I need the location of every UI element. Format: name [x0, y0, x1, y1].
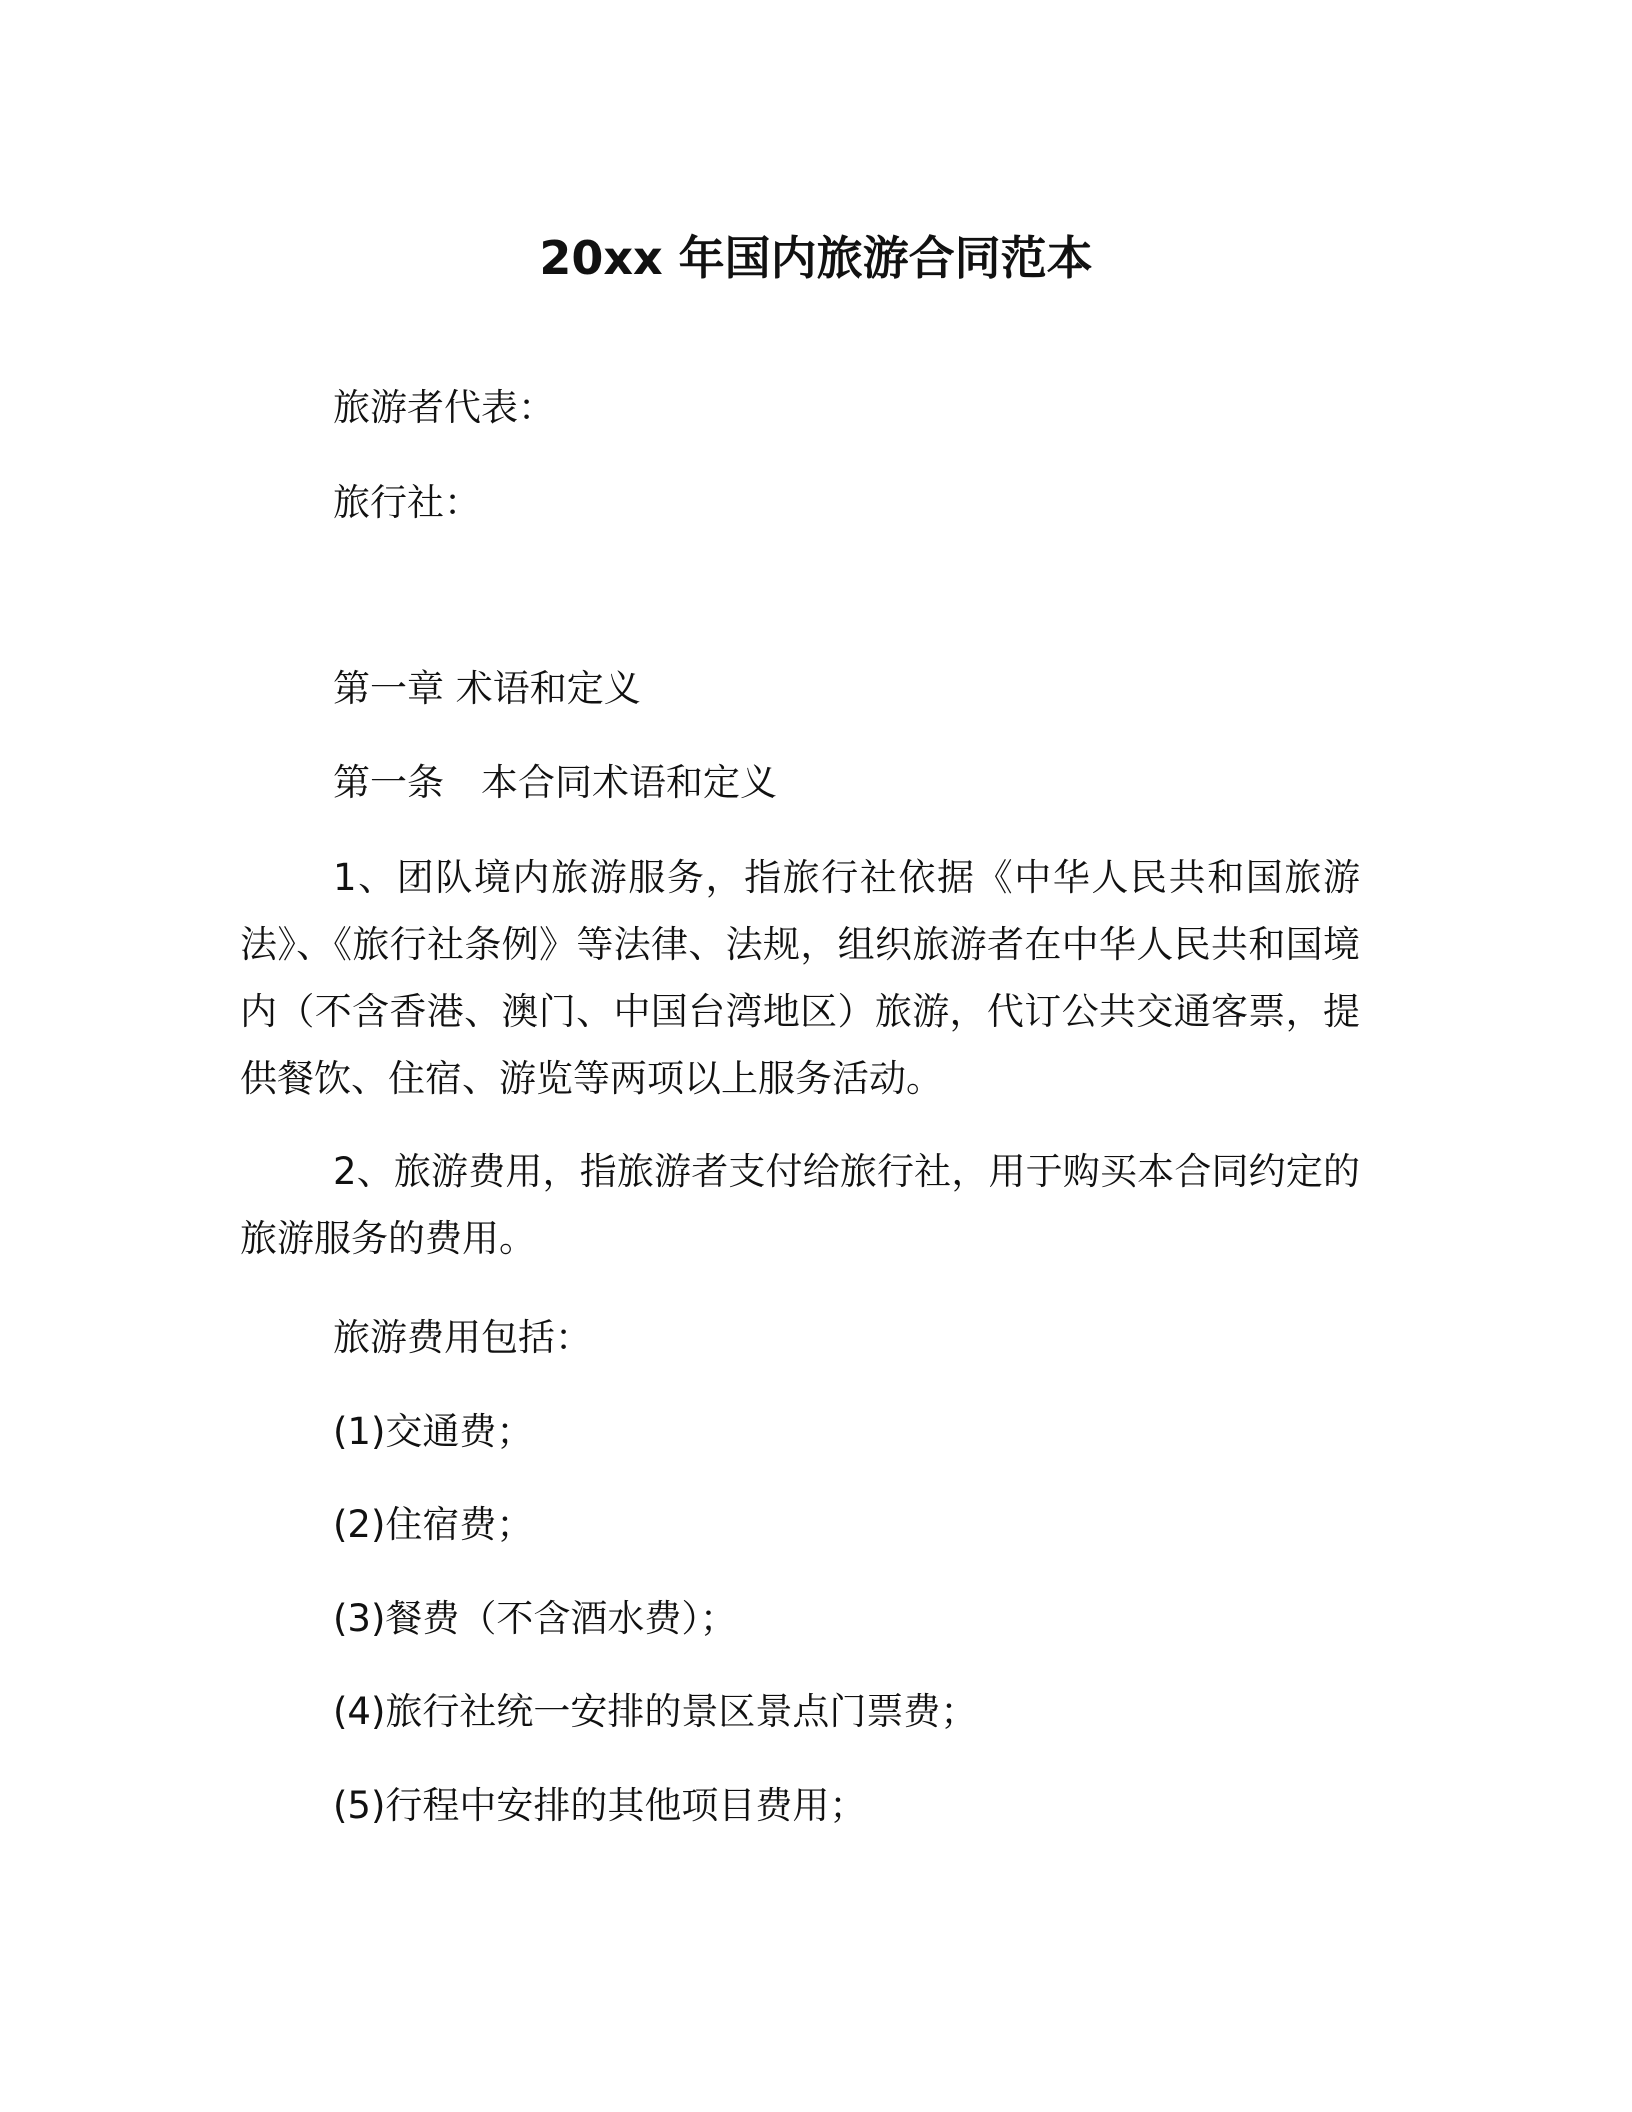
- definition-paragraph-2: 2、旅游费用，指旅游者支付给旅行社，用于购买本合同约定的旅游服务的费用。: [240, 1150, 1360, 1260]
- fee-item: (5)行程中安排的其他项目费用；: [333, 1784, 867, 1827]
- fee-item: (1)交通费；: [333, 1410, 534, 1453]
- fee-item: (2)住宿费；: [333, 1503, 534, 1546]
- chapter-heading: 第一章 术语和定义: [333, 667, 641, 710]
- traveler-rep-label: 旅游者代表：: [333, 386, 555, 429]
- fee-item: (4)旅行社统一安排的景区景点门票费；: [333, 1690, 978, 1733]
- fee-item: (3)餐费（不含酒水费）；: [333, 1597, 737, 1640]
- definition-paragraph-1: 1、团队境内旅游服务，指旅行社依据《中华人民共和国旅游法》、《旅行社条例》等法律、法规，组织旅游者在中华人民共和国境内（不含香港、澳门、中国台湾地区）旅游，代订公共交通客票，提供餐饮、住宿、游览等两项以上服务活动。: [240, 856, 1360, 1100]
- agency-label: 旅行社：: [333, 481, 481, 524]
- fees-include-label: 旅游费用包括：: [333, 1316, 592, 1359]
- document-title: 20xx 年国内旅游合同范本: [539, 231, 1093, 285]
- article-heading: 第一条 本合同术语和定义: [333, 761, 777, 804]
